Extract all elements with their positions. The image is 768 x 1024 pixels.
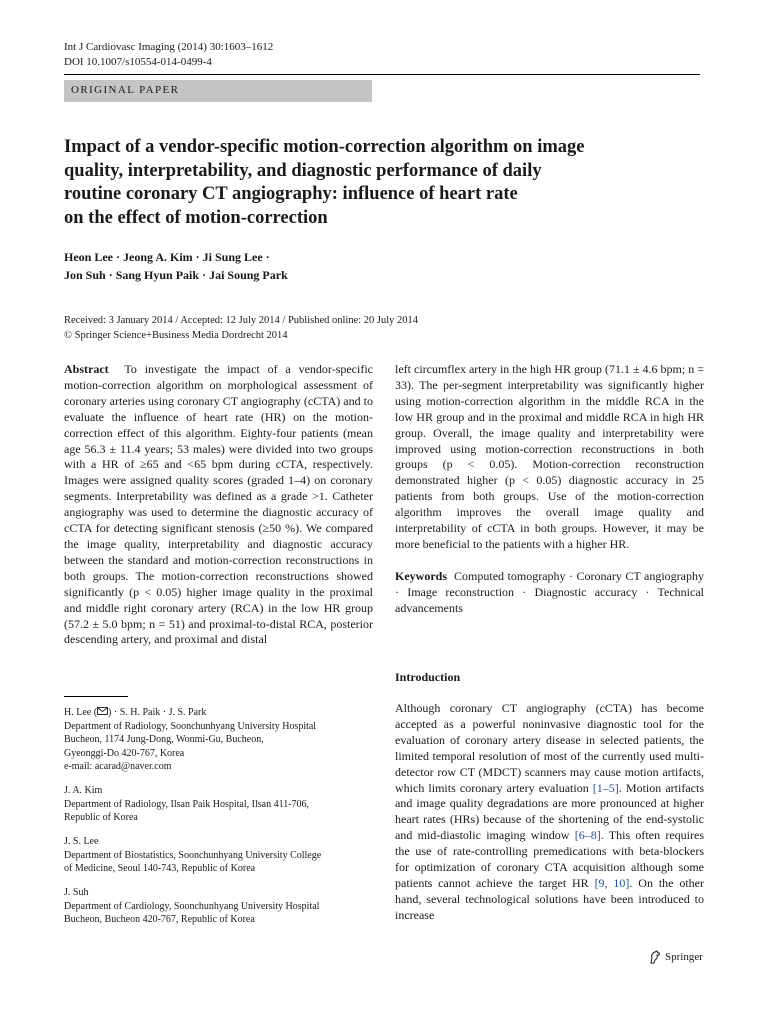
citation-link-6-8[interactable]: [6–8]: [574, 828, 601, 843]
title-line-2: quality, interpretability, and diagnostic performance of daily: [64, 160, 542, 181]
footnote-rule: [64, 696, 128, 697]
title-line-3: routine coronary CT angiography: influence of heart rate: [64, 184, 518, 204]
corresponding-address-2: Gyeonggi-Do 420-767, Korea: [64, 747, 185, 759]
intro-text-1: Although coronary CT angiography (cCTA) has become accepted as a powerful noninvasive diagnostic tool for the evaluation of coronary artery disease in selected patients, the limited temporal resolution of most of the currently used multi-detector row CT (MDCT) scanners may cause motion artifacts, which limits coronary artery evaluation: [395, 701, 704, 795]
introduction-text: [395, 701, 704, 924]
author-line-2: Jon Suh · Sang Hyun Paik · Jai Soung Park: [64, 268, 288, 282]
suh-department: Department of Cardiology, Soonchunhyang University Hospital: [64, 900, 320, 912]
publisher-name: Springer: [665, 951, 703, 963]
keywords-paragraph: [395, 569, 704, 617]
journal-header: [64, 40, 273, 70]
corresponding-address-1: Bucheon, 1174 Jung-Dong, Wonmi-Gu, Bucheon,: [64, 734, 264, 746]
kim-name: J. A. Kim: [64, 785, 103, 796]
lee-name: J. S. Lee: [64, 836, 99, 847]
author-line-1: Heon Lee · Jeong A. Kim · Ji Sung Lee ·: [64, 250, 270, 264]
abstract-paragraph: [64, 362, 373, 648]
lee-address: of Medicine, Seoul 140-743, Republic of Korea: [64, 863, 256, 875]
springer-horse-icon: [648, 950, 662, 964]
article-type: ORIGINAL PAPER: [71, 84, 180, 96]
publication-history: [64, 314, 704, 343]
header-rule: [64, 74, 700, 75]
corresponding-department: Department of Radiology, Soonchunhyang University Hospital: [64, 720, 317, 732]
publisher-logo: [648, 950, 703, 964]
intro-text-4: . On the other hand, several technological solutions have been introduced to increase: [395, 875, 704, 922]
author-list: [64, 248, 704, 284]
abstract-text-right: left circumflex artery in the high HR group (71.1 ± 4.6 bpm; n = 33). The per-segment interpretability was significantly higher using motion-correction algorithm in the middle RCA in the low HR group and in the proximal and middle RCA in high HR group. Overall, the image quality and interpretability were improved using motion-correction reconstructions in both groups (p < 0.05). Motion-correction reconstruction demonstrated higher (p < 0.05) diagnostic accuracy in 25 patients from both groups. Use of the motion-correction algorithm improves the overall image quality and interpretability of cCTA in both groups. However, it may be more beneficial to the patients with a higher HR.: [395, 362, 704, 551]
intro-text-2: . Motion artifacts and image quality degradations are more pronounced at higher heart rates (HRs) because of the shortening of the end-systolic and mid-diastolic imaging window: [395, 780, 704, 843]
affiliation-corresponding: [64, 706, 374, 774]
abstract-left-column: [64, 362, 373, 648]
abstract-text-left: To investigate the impact of a vendor-specific motion-correction algorithm on morphological assessment of coronary arteries using coronary CT angiography (cCTA) and to evaluate the influence of heart rate (HR) on the motion-correction effect of this algorithm. Eighty-four patients (mean age 56.3 ± 11.4 years; 53 males) were divided into two groups with a HR of ≥65 and <65 bpm during cCTA, respectively. Images were assigned quality scores (graded 1–4) on coronary segments. Interpretability was defined as a grade >1. Catheter angiography was used to determine the diagnostic accuracy of cCTA for detecting significant stenosis (≥50 %). We compared the image quality, interpretability and diagnostic accuracy between the standard and motion-correction reconstructions in both groups. The motion-correction reconstructions showed significantly (p < 0.05) higher image quality in the proximal and middle right coronary artery (RCA) in the low HR group (57.2 ± 5.0 bpm; n = 51) and proximal-to-distal RCA, posterior descending artery, and proximal and distal: [64, 362, 373, 647]
affiliation-lee: [64, 835, 374, 876]
journal-citation: Int J Cardiovasc Imaging (2014) 30:1603–1612: [64, 41, 274, 53]
envelope-icon[interactable]: [97, 707, 108, 715]
paper-title: [64, 136, 704, 230]
suh-address: Bucheon, Bucheon 420-767, Republic of Korea: [64, 914, 255, 926]
date-history: Received: 3 January 2014 / Accepted: 12 July 2014 / Published online: 20 July 2014: [64, 315, 419, 326]
title-line-4: on the effect of motion-correction: [64, 207, 328, 228]
keywords-text: Computed tomography · Coronary CT angiography · Image reconstruction · Diagnostic accuracy · Technical advancements: [395, 568, 705, 615]
corresponding-authors: H. Lee ( ) · S. H. Paik · J. S. Park: [64, 707, 207, 718]
copyright: © Springer Science+Business Media Dordrecht 2014: [64, 329, 288, 341]
citation-link-1-5[interactable]: [1–5]: [592, 780, 619, 795]
affiliation-suh: [64, 886, 374, 927]
citation-link-9-10[interactable]: [9, 10]: [594, 875, 630, 890]
title-line-1: Impact of a vendor-specific motion-correction algorithm on image: [64, 137, 585, 157]
affiliation-kim: [64, 784, 374, 825]
lee-department: Department of Biostatistics, Soonchunhyang University College: [64, 849, 322, 861]
kim-department: Department of Radiology, Ilsan Paik Hospital, Ilsan 411-706,: [64, 798, 310, 810]
kim-address: Republic of Korea: [64, 812, 138, 824]
article-type-band: [64, 80, 372, 102]
abstract-heading: Abstract: [64, 362, 109, 376]
keywords-heading: Keywords: [395, 568, 447, 583]
doi: DOI 10.1007/s10554-014-0499-4: [64, 56, 212, 68]
corresponding-email[interactable]: e-mail: acarad@naver.com: [64, 761, 172, 773]
suh-name: J. Suh: [64, 887, 89, 898]
abstract-right-column: [395, 362, 704, 617]
introduction-heading: Introduction: [395, 670, 461, 684]
intro-text-3: . This often requires the use of rate-controlling premedications with beta-blockers for optimization of coronary CTA acquisition although some patients cannot achieve the target HR: [395, 828, 704, 890]
